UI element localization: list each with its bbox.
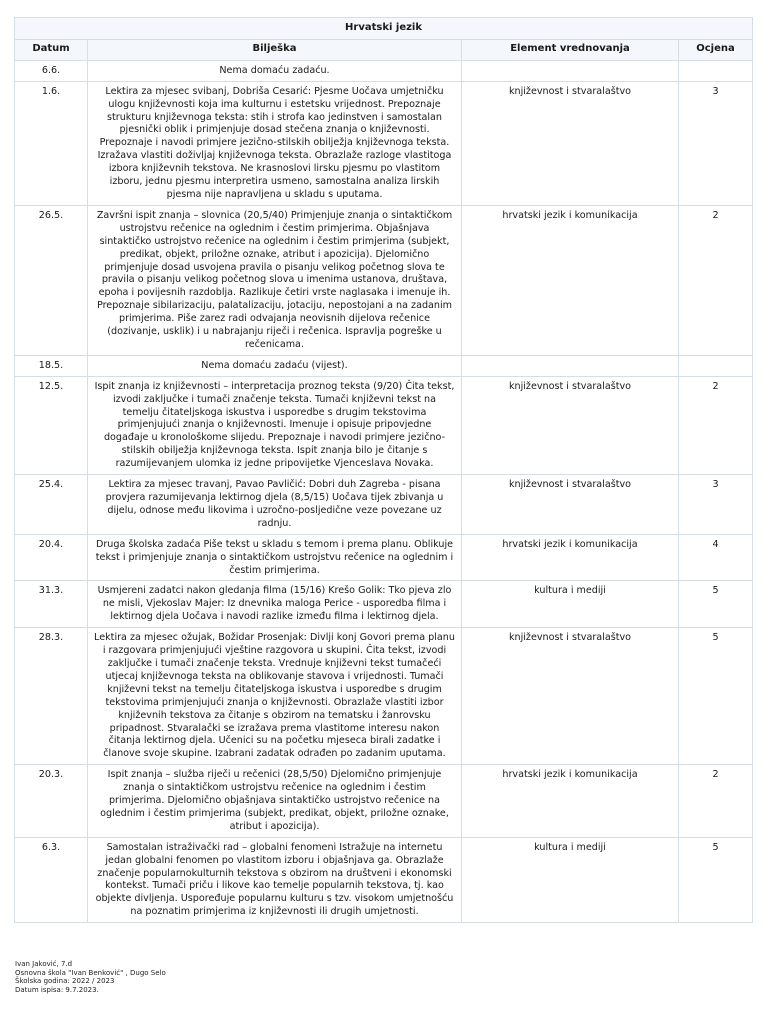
table-row [15, 475, 753, 535]
row-note: Samostalan istraživački rad – globalni fenomeni Istražuje na internetu jedan globalni fenomen po vlastitom izboru i objašnjava ga. Obrazlaže značenje popularnokulturnih tekstova s obzirom na društveni i ekonomski kontekst. Tumači priču i likove kao temelje popularnih tekstova, tj. kao objekte divljenja. Uspoređuje popularnu kulturu s tzv. visokom umjetnošću na poznatim primjerima iz književnosti ili drugih umjetnosti. [88, 837, 462, 922]
table-row [15, 60, 753, 81]
row-element: hrvatski jezik i komunikacija [462, 205, 679, 355]
header-note: Bilješka [88, 39, 462, 60]
row-note: Završni ispit znanja – slovnica (20,5/40) Primjenjuje znanja o sintaktičkom ustrojstvu rečenice na oglednim i čestim primjerima. Objašnjava sintaktičko ustrojstvo rečenice na oglednim i čestim primjerima (subjekt, predikat, objekt, priložne oznake, atribut i apozicija). Djelomično primjenjuje dosad usvojena pravila o pisanju velikog početnog slova te pravila o pisanju velikog početnog slova u imenima ustanova, društava, epoha i povijesnih razdoblja. Razlikuje četiri vrste naglasaka i imenuje ih. Prepoznaje sibilarizaciju, palatalizaciju, jotaciju, nepostojani a na zadanim primjerima. Piše zarez radi odvajanja neovisnih dijelova rečenice (dozivanje, usklik) i u nabrajanju riječi i rečenica. Ispravlja pogreške u rečenicama. [88, 205, 462, 355]
row-note: Nema domaću zadaću (vijest). [88, 355, 462, 376]
row-grade: 5 [679, 837, 753, 922]
row-grade: 5 [679, 628, 753, 765]
table-row [15, 205, 753, 355]
row-element: književnost i stvaralaštvo [462, 628, 679, 765]
header-element: Element vrednovanja [462, 39, 679, 60]
footer-school: Osnovna škola "Ivan Benković" , Dugo Selo [15, 968, 166, 977]
grades-table [14, 17, 753, 923]
table-body [15, 60, 753, 922]
row-note: Ispit znanja iz književnosti – interpretacija proznog teksta (9/20) Čita tekst, izvodi zaključke i tumači značenje teksta. Tumači književni tekst na temelju čitateljskoga iskustva i usporedbe s drugim tekstovima primjenjujući znanja o književnosti. Imenuje i opisuje pripovjedne događaje u kronološkome slijedu. Prepoznaje i navodi primjere jezično-stilskih obilježja književnoga teksta. Ispit znanja bilo je čitanje s razumijevanjem ulomka iz jedne pripovijetke Vjenceslava Novaka. [88, 376, 462, 474]
row-note: Druga školska zadaća Piše tekst u skladu s temom i prema planu. Oblikuje tekst i primjenjuje znanja o sintaktičkom ustrojstvu rečenice na oglednim i čestim primjerima. [88, 534, 462, 581]
header-grade: Ocjena [679, 39, 753, 60]
row-note: Ispit znanja – služba riječi u rečenici (28,5/50) Djelomično primjenjuje znanja o sintaktičkom ustrojstvu rečenice na oglednim i čestim primjerima. Djelomično objašnjava sintaktičko ustrojstvo rečenice na oglednim i čestim primjerima (subjekt, predikat, objekt, priložne oznake, atribut i apozicija). [88, 765, 462, 838]
row-element: književnost i stvaralaštvo [462, 81, 679, 205]
row-element: književnost i stvaralaštvo [462, 376, 679, 474]
row-grade [679, 60, 753, 81]
row-grade: 3 [679, 81, 753, 205]
row-note: Lektira za mjesec ožujak, Božidar Prosenjak: Divlji konj Govori prema planu i razgovara primjenjujući vještine razgovora u skupini. Čita tekst, izvodi zaključke i tumači značenje teksta. Vrednuje književni tekst tumačeći utjecaj književnoga teksta na oblikovanje stavova i vrijednosti. Tumači književni tekst na temelju čitateljskoga iskustva i usporedbe s drugim tekstovima primjenjujući znanja o književnosti. Obrazlaže vlastiti izbor književnih tekstova za čitanje s obzirom na tematsku i žanrovsku pripadnost. Stvaralački se izražava prema vlastitome interesu nakon čitanja lektirnog djela. Učenici su na početku mjeseca birali zadatke i članove svoje skupine. Izabrani zadatak odrađen po zadanim uputama. [88, 628, 462, 765]
page-footer [15, 960, 166, 994]
row-element: hrvatski jezik i komunikacija [462, 765, 679, 838]
header-date: Datum [15, 39, 88, 60]
row-note: Lektira za mjesec svibanj, Dobriša Cesarić: Pjesme Uočava umjetničku ulogu književnosti koja ima kulturnu i estetsku vrijednost. Prepoznaje strukturu književnoga teksta: stih i strofa kao jedinstven i samostalan pjesnički oblik i primjenjuje dosad stečena znanja o književnosti. Prepoznaje i navodi primjere jezično-stilskih obilježja književnoga teksta. Izražava vlastiti doživljaj književnoga teksta. Obrazlaže razloge vlastitoga izbora književnih tekstova. Ne krasnoslovi lirsku pjesmu po vlastitom izboru, jednu pjesmu interpretira usmeno, samostalna analiza lirskih pjesma nije napravljena u skladu s uputama. [88, 81, 462, 205]
row-element [462, 355, 679, 376]
row-grade [679, 355, 753, 376]
row-date: 25.4. [15, 475, 88, 535]
table-title-row [15, 18, 753, 40]
table-title: Hrvatski jezik [15, 18, 753, 40]
footer-student: Ivan Jaković, 7.d [15, 960, 73, 968]
row-date: 1.6. [15, 81, 88, 205]
row-date: 6.3. [15, 837, 88, 922]
row-date: 20.4. [15, 534, 88, 581]
table-row [15, 837, 753, 922]
table-row [15, 355, 753, 376]
row-date: 12.5. [15, 376, 88, 474]
row-date: 6.6. [15, 60, 88, 81]
footer-school-year: Školska godina: 2022 / 2023 [15, 977, 115, 986]
row-element [462, 60, 679, 81]
row-date: 20.3. [15, 765, 88, 838]
row-element: kultura i mediji [462, 581, 679, 628]
table-row [15, 376, 753, 474]
table-header-row [15, 39, 753, 60]
table-row [15, 81, 753, 205]
row-grade: 2 [679, 765, 753, 838]
table-row [15, 534, 753, 581]
row-date: 28.3. [15, 628, 88, 765]
row-element: hrvatski jezik i komunikacija [462, 534, 679, 581]
footer-print-date: Datum ispisa: 9.7.2023. [15, 985, 99, 994]
row-grade: 5 [679, 581, 753, 628]
row-grade: 3 [679, 475, 753, 535]
row-date: 31.3. [15, 581, 88, 628]
row-element: kultura i mediji [462, 837, 679, 922]
row-note: Nema domaću zadaću. [88, 60, 462, 81]
row-grade: 2 [679, 376, 753, 474]
row-date: 26.5. [15, 205, 88, 355]
table-row [15, 581, 753, 628]
grades-page [14, 17, 752, 923]
row-note: Lektira za mjesec travanj, Pavao Pavličić: Dobri duh Zagreba - pisana provjera razumijevanja lektirnog djela (8,5/15) Uočava tijek zbivanja u dijelu, odnose među likovima i uzročno-posljedične veze povezane uz radnju. [88, 475, 462, 535]
row-grade: 4 [679, 534, 753, 581]
row-note: Usmjereni zadatci nakon gledanja filma (15/16) Krešo Golik: Tko pjeva zlo ne misli, Vjekoslav Majer: Iz dnevnika maloga Perice - usporedba filma i lektirnog djela Uočava i navodi razlike između filma i lektirnog djela. [88, 581, 462, 628]
row-element: književnost i stvaralaštvo [462, 475, 679, 535]
row-date: 18.5. [15, 355, 88, 376]
row-grade: 2 [679, 205, 753, 355]
table-row [15, 765, 753, 838]
table-row [15, 628, 753, 765]
